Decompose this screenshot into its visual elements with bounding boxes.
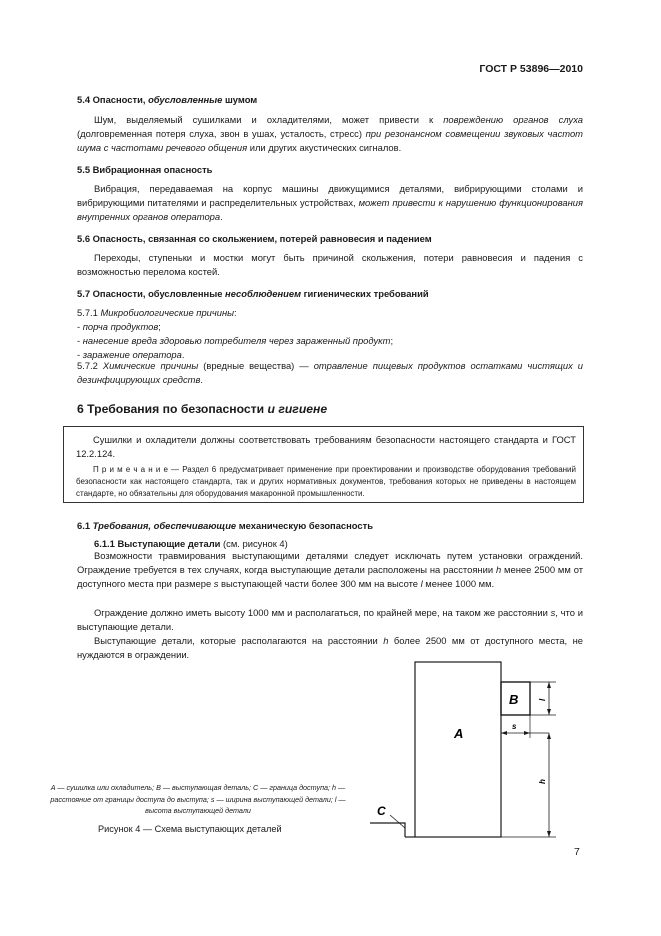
list-item-consumer-harm: - нанесение вреда здоровью потребителя через зараженный продукт; [77, 335, 394, 346]
page-number: 7 [574, 846, 580, 858]
list-item-operator-infection: - заражение оператора. [77, 349, 185, 360]
label-h: h [538, 779, 547, 784]
section-6-title: 6 Требования по безопасности и гигиене [77, 402, 328, 416]
paragraph-5-4: Шум, выделяемый сушилками и охладителями, может привести к повреждению органов слуха (долговременная потеря слуха, звон в ушах, усталость, стресс) при резонансном совмещении звуковых частот шума с частотами речевого общения или других акустических сигналов. [77, 114, 583, 154]
figure-legend: A — сушилка или охладитель; B — выступающая деталь; C — граница доступа; h — расстояние от границы доступа до выступа; s — ширина выступающей детали; l — высота выступающей детали [50, 783, 346, 815]
heading-6-1: 6.1 Требования, обеспечивающие механическую безопасность [77, 520, 373, 531]
label-c: C [377, 804, 386, 818]
heading-6-1-1: 6.1.1 Выступающие детали (см. рисунок 4) [94, 538, 288, 549]
dryer-body [415, 662, 501, 837]
heading-5-4: 5.4 Опасности, обусловленные шумом [77, 94, 258, 105]
framed-paragraph: Сушилки и охладители должны соответствовать требованиям безопасности настоящего стандарта и ГОСТ 12.2.124. [76, 434, 576, 459]
access-boundary [370, 823, 405, 837]
paragraph-6-1-1-c: Выступающие детали, которые располагаются на расстоянии h более 2500 мм от доступного места, не нуждаются в ограждении. [77, 635, 583, 661]
framed-notice [63, 426, 584, 503]
label-s: s [512, 722, 517, 731]
label-a: A [454, 726, 464, 741]
paragraph-5-6: Переходы, ступеньки и мостки могут быть причиной скольжения, потери равновесия и падения с возможностью перелома костей. [77, 252, 583, 278]
heading-5-7: 5.7 Опасности, обусловленные несоблюдением гигиенических требований [77, 288, 429, 299]
label-b: B [509, 692, 519, 707]
note: П р и м е ч а н и е — Раздел 6 предусматривает применение при проектировании и производстве оборудования требований безопасности как настоящего стандарта, так и других нормативных документов, требования которых не приведены в настоящем стандарте, но обязательны для оборудования макаронной промышленности. [76, 465, 576, 498]
document-id: ГОСТ Р 53896—2010 [479, 63, 583, 75]
paragraph-6-1-1-a: Возможности травмирования выступающими деталями следует исключать путем установки ограждений. Ограждение требуется в тех случаях, когда выступающие детали расположены на расстоянии h менее 2500 мм от доступного места при размере s выступающей части более 300 мм на высоте l менее 1000 мм. [77, 550, 583, 590]
heading-5-6: 5.6 Опасность, связанная со скольжением, потерей равновесия и падением [77, 233, 432, 244]
figure-4-diagram [360, 660, 580, 845]
list-item-spoilage: - порча продуктов; [77, 321, 161, 332]
figure-caption: Рисунок 4 — Схема выступающих деталей [98, 824, 282, 834]
paragraph-6-1-1-b: Ограждение должно иметь высоту 1000 мм и располагаться, по крайней мере, на таком же расстоянии s, что и выступающие детали. [77, 607, 583, 633]
paragraph-5-7-2: 5.7.2 Химические причины (вредные вещества) — отравление пищевых продуктов остатками чистящих и дезинфицирующих средств. [77, 360, 583, 386]
paragraph-5-5: Вибрация, передаваемая на корпус машины движущимися деталями, вибрирующими столами и вибрирующими питателями и распределительных устройствах, может привести к нарушению функционирования внутренних органов оператора. [77, 183, 583, 223]
heading-5-5: 5.5 Вибрационная опасность [77, 164, 213, 175]
item-5-7-1: 5.7.1 Микробиологические причины: [77, 307, 237, 318]
label-l: l [538, 698, 547, 701]
